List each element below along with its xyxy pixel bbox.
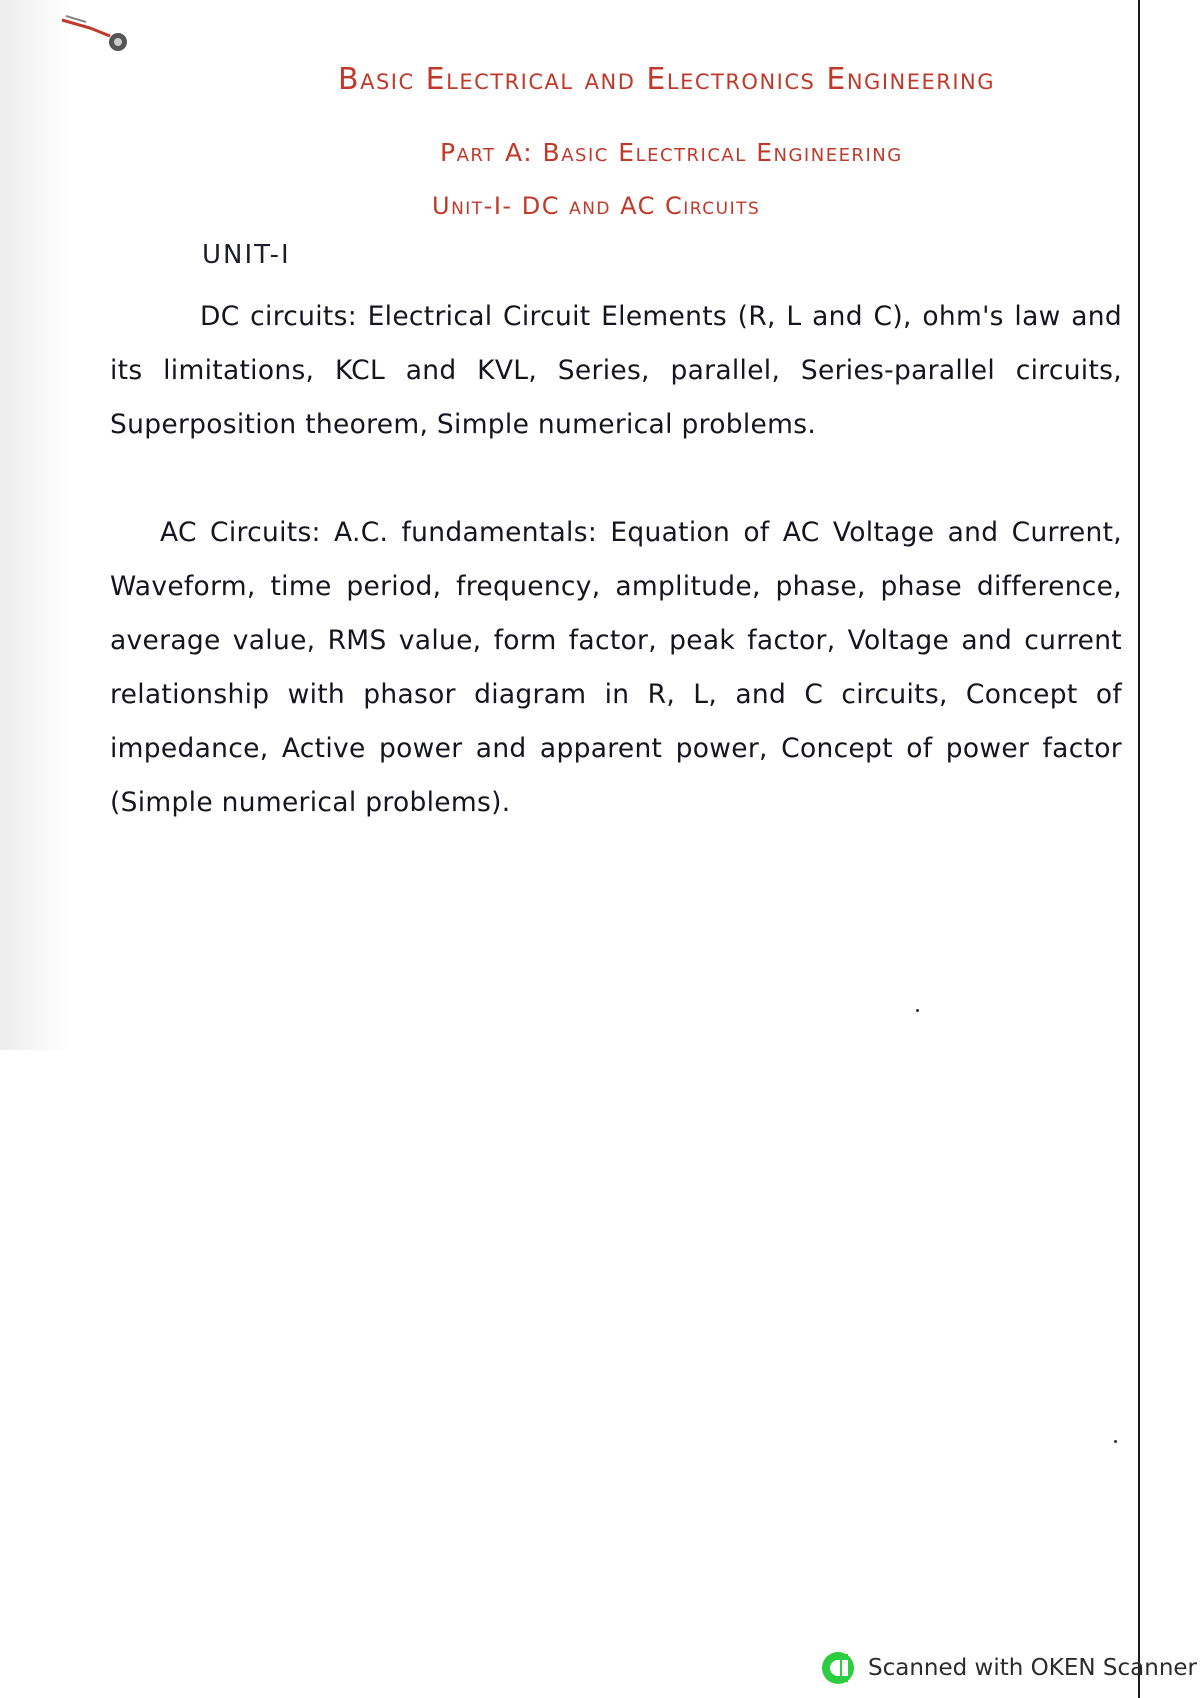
scanner-watermark xyxy=(820,1650,1197,1686)
stapled-corner-icon xyxy=(60,6,140,66)
document-title: Basic Electrical and Electronics Engineering xyxy=(338,62,996,97)
oken-scanner-logo-icon xyxy=(820,1650,856,1686)
dc-circuits-paragraph: DC circuits: Electrical Circuit Elements (R, L and C), ohm's law and its limitations, KCL and KVL, Series, parallel, Series-parallel circuits, Superposition theorem, Simple numerical problems. xyxy=(110,301,1122,440)
unit-label: UNIT-I xyxy=(202,240,291,270)
paper-speck xyxy=(916,1009,919,1012)
document-subtitle: Part A: Basic Electrical Engineering xyxy=(440,138,903,167)
page-side-shadow xyxy=(0,0,70,1050)
paper-speck xyxy=(1114,1440,1117,1443)
unit-heading: Unit-I- DC and AC Circuits xyxy=(432,192,761,220)
scanner-label: Scanned with OKEN Scanner xyxy=(868,1655,1197,1681)
page-edge-line xyxy=(1138,0,1140,1698)
ac-circuits-paragraph: AC Circuits: A.C. fundamentals: Equation of AC Voltage and Current, Waveform, time period, frequency, amplitude, phase, phase difference, average value, RMS value, form factor, peak factor, Voltage and current relationship with phasor diagram in R, L, and C circuits, Concept of impedance, Active power and apparent power, Concept of power factor (Simple numerical problems). xyxy=(110,517,1122,818)
